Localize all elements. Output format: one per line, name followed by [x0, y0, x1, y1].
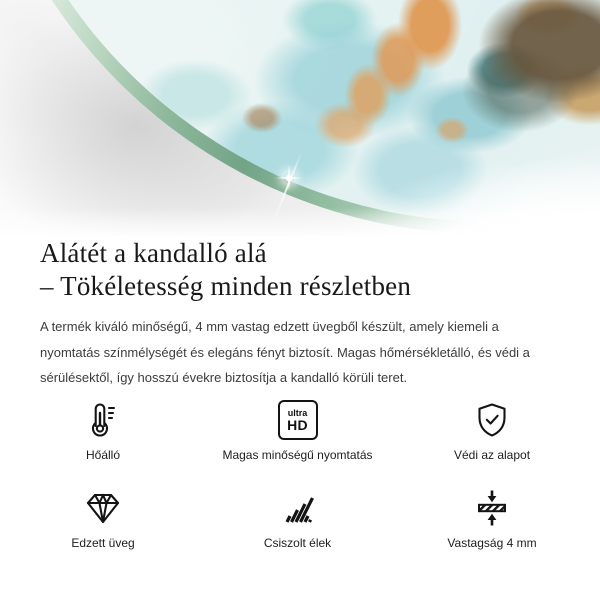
feature-protects-base	[402, 398, 582, 463]
ultra-hd-icon	[278, 398, 318, 442]
title-line-2: – Tökéletesség minden részletben	[40, 271, 412, 301]
feature-label: Védi az alapot	[453, 448, 531, 462]
thermometer-icon	[83, 398, 123, 442]
diamond-icon	[83, 486, 123, 530]
sparkle-glow	[284, 173, 294, 183]
feature-polished-edges	[208, 486, 388, 551]
feature-label: Edzett üveg	[71, 536, 135, 550]
uhd-badge-bottom: HD	[287, 417, 308, 433]
feature-print-quality	[208, 398, 388, 463]
product-description: A termék kiváló minőségű, 4 mm vastag edzett üvegből készült, amely kiemeli a nyomtatás színmélységét és elegáns fényt biztosít. Magas hőmérsékletálló, és védi a sérülésektől, így hosszú évekre biztosítja a kandalló körüli teret.	[40, 319, 530, 385]
feature-heat-resistant	[13, 398, 193, 463]
product-description-section	[40, 237, 562, 391]
feature-tempered-glass	[13, 486, 193, 551]
page-title	[40, 237, 562, 303]
uhd-badge-top: ultra	[287, 408, 308, 418]
feature-label: Vastagság 4 mm	[447, 536, 537, 550]
title-line-1: Alátét a kandalló alá	[40, 238, 267, 268]
thickness-icon	[472, 486, 512, 530]
white-fade-overlay	[0, 0, 600, 236]
feature-label: Csiszolt élek	[263, 536, 332, 550]
feature-label: Magas minőségű nyomtatás	[222, 448, 373, 462]
product-hero-image	[0, 0, 600, 236]
feature-thickness	[402, 486, 582, 551]
feature-grid	[13, 398, 582, 551]
polished-edges-icon	[278, 486, 318, 530]
feature-label: Hőálló	[85, 448, 121, 462]
shield-check-icon	[472, 398, 512, 442]
